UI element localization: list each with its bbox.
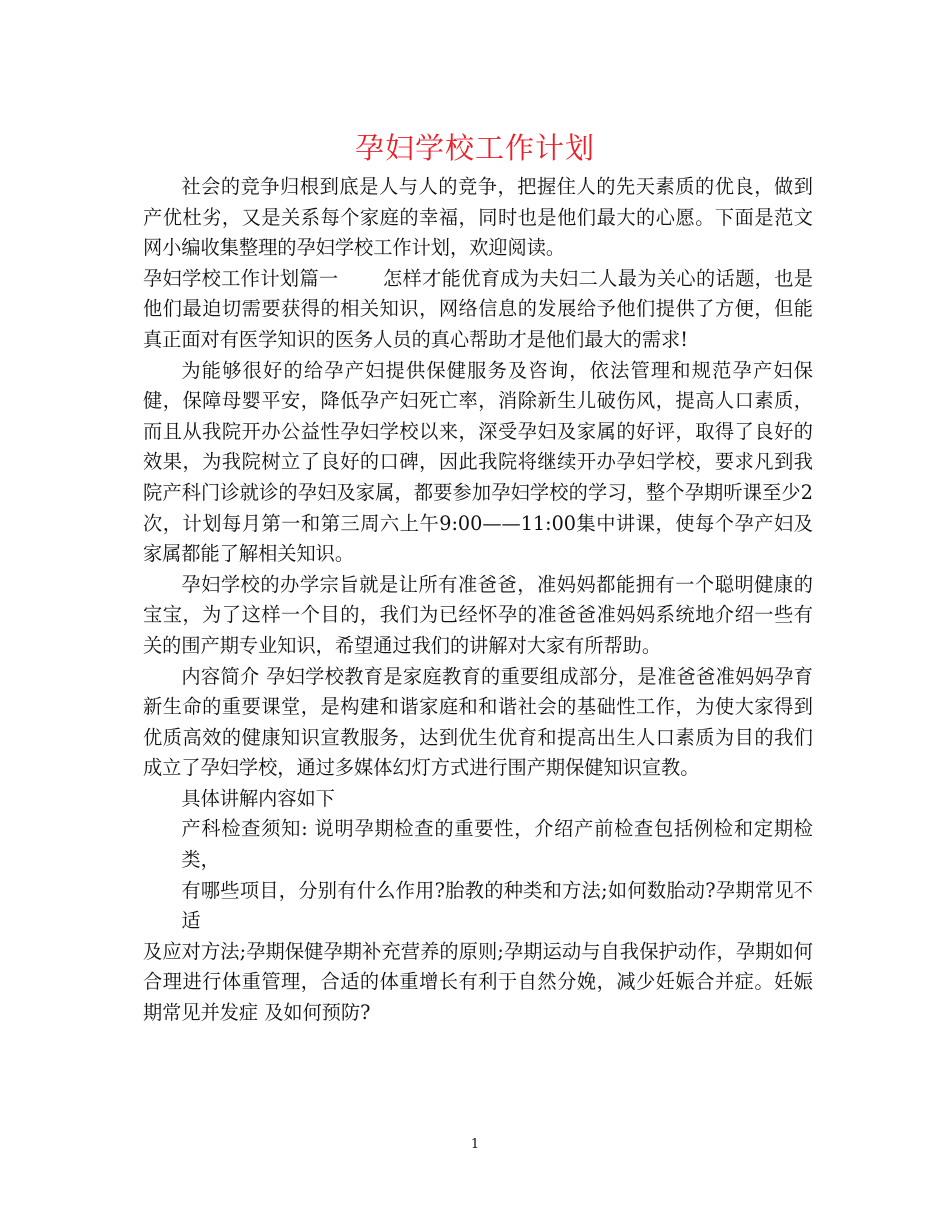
chapter-text: 怎样才能优育成为夫妇二人最为关心的话题，也是他们最迫切需要获得的相关知识，网络信息的发展给予他们提供了方便，但能真正面对有医学知识的医务人员的真心帮助才是他们最大的需求! [143, 266, 813, 351]
paragraph-5: 具体讲解内容如下 [181, 786, 335, 810]
paragraph-6-line-1: 产科检查须知: 说明孕期检查的重要性，介绍产前检查包括例检和定期检类， [181, 817, 813, 872]
paragraph-6-rest: 及应对方法;孕期保健孕期补充营养的原则;孕期运动与自我保护动作，孕期如何合理进行体重管理，合适的体重增长有利于自然分娩，减少妊娠合并症。妊娠期常见并发症 及如何预防? [143, 939, 813, 1025]
document-title: 孕妇学校工作计划 [354, 131, 595, 165]
paragraph-intro: 社会的竞争归根到底是人与人的竞争，把握住人的先天素质的优良，做到产优杜劣，又是关系每个家庭的幸福，同时也是他们最大的心愿。下面是范文网小编收集整理的孕妇学校工作计划，欢迎阅读。 [143, 175, 813, 260]
paragraph-4: 内容简介 孕妇学校教育是家庭教育的重要组成部分，是准爸爸准妈妈孕育新生命的重要课堂，是构建和谐家庭和和谐社会的基础性工作，为使大家得到优质高效的健康知识宣教服务，达到优生优育和提高出生人口素质为目的我们成立了孕妇学校，通过多媒体幻灯方式进行围产期保健知识宣教。 [143, 664, 813, 780]
paragraph-chapter-one [143, 264, 813, 356]
paragraph-3: 孕妇学校的办学宗旨就是让所有准爸爸，准妈妈都能拥有一个聪明健康的宝宝，为了这样一个目的，我们为已经怀孕的准爸爸准妈妈系统地介绍一些有关的围产期专业知识，希望通过我们的讲解对大家有所帮助。 [143, 572, 813, 657]
paragraph-2: 为能够很好的给孕产妇提供保健服务及咨询，依法管理和规范孕产妇保健，保障母婴平安，降低孕产妇死亡率，消除新生儿破伤风，提高人口素质，而且从我院开办公益性孕妇学校以来，深受孕妇及家属的好评，取得了良好的效果，为我院树立了良好的口碑，因此我院将继续开办孕妇学校，要求凡到我院产科门诊就诊的孕妇及家属，都要参加孕妇学校的学习，整个孕期听课至少2次，计划每月第一和第三周六上午9:00——11:00集中讲课，使每个孕产妇及家属都能了解相关知识。 [143, 358, 813, 566]
document-body [143, 172, 813, 1029]
chapter-heading: 孕妇学校工作计划篇一 [143, 266, 339, 290]
paragraph-6-line-2: 有哪些项目，分别有什么作用?胎教的种类和方法;如何数胎动?孕期常见不适 [181, 878, 813, 933]
paragraph-6 [143, 814, 813, 1028]
page-number: 1 [470, 1137, 480, 1152]
